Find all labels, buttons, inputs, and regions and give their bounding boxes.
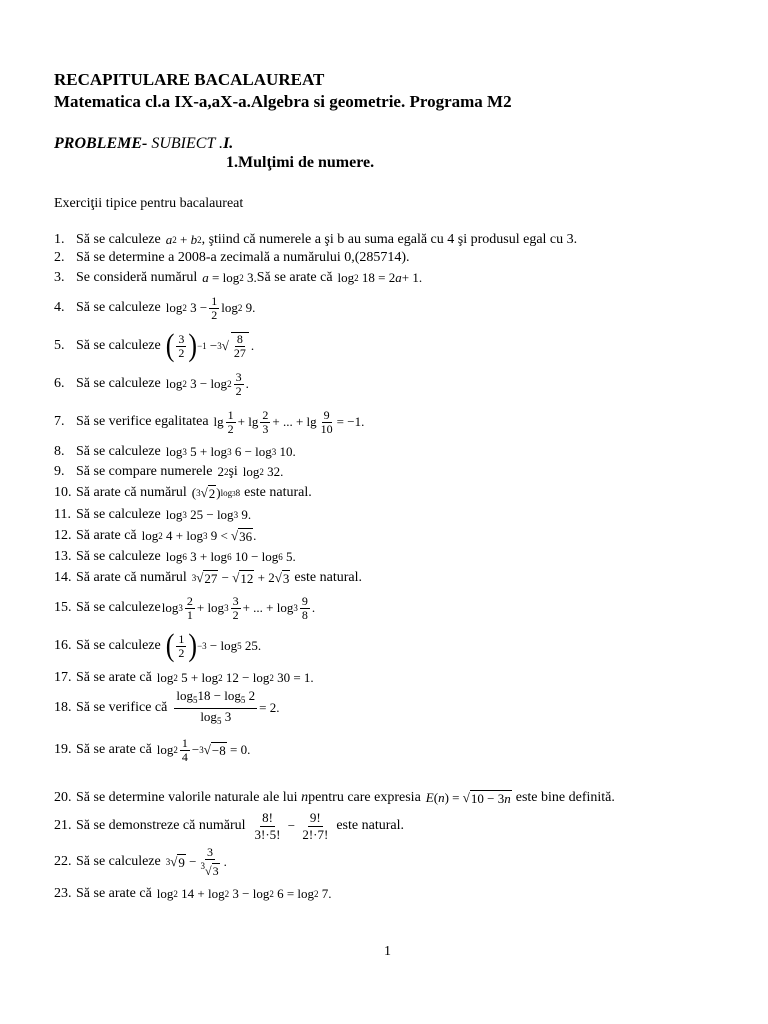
- exercise-number: 18.: [54, 700, 72, 715]
- exercise-text-mid: şi: [228, 464, 238, 479]
- exercise-1: [54, 230, 577, 250]
- exercise-20: [54, 788, 615, 808]
- exercise-number: 2.: [54, 250, 65, 265]
- exercise-text: Să se verifice egalitatea: [76, 414, 209, 429]
- exercise-number: 23.: [54, 886, 72, 901]
- formula: 2 2: [217, 464, 229, 479]
- exercise-text: Să arate că numărul: [76, 485, 187, 500]
- title-line-2: Matematica cl.a IX-a,aX-a.Algebra si geometrie. Programa M2: [54, 92, 512, 111]
- formula: 3 √ 27 − √ 12 + 2√ 3: [191, 570, 290, 586]
- exercise-number: 9.: [54, 464, 65, 479]
- exercise-4: [54, 293, 256, 322]
- exercise-number: 20.: [54, 790, 72, 805]
- exercise-13: [54, 547, 296, 567]
- exercise-number: 10.: [54, 485, 72, 500]
- exercise-text: Să se calculeze: [76, 549, 161, 564]
- exercise-22: [54, 845, 227, 878]
- formula: log 2 3 − log 2 $\frac{3}{2}$ .: [165, 369, 249, 398]
- exercise-3: [54, 268, 422, 288]
- exercise-number: 7.: [54, 414, 65, 429]
- exercise-text: Să se determine valorile naturale ale lui: [76, 790, 298, 805]
- formula: log 2 32.: [242, 464, 284, 479]
- exercise-2: [54, 248, 410, 268]
- exercise-text: Să se calculeze: [76, 638, 161, 653]
- exercise-text: Să se calculeze: [76, 507, 161, 522]
- chapter-heading: 1.Mulţimi de numere.: [226, 154, 375, 171]
- exercise-text-after: este natural.: [294, 570, 362, 585]
- exercise-12: [54, 526, 256, 546]
- formula: $\frac{8!}{3!\cdot 5!}$ − $\frac{9!}{2!\cdot 7!}$: [254, 809, 329, 842]
- page-number: 1: [384, 944, 391, 959]
- exercise-number: 16.: [54, 638, 72, 653]
- formula: ( 3 √ 2 ) log38: [191, 485, 241, 501]
- exercise-text: Să se demonstreze că numărul: [76, 818, 246, 833]
- exercise-8: [54, 442, 296, 462]
- formula: E ( n ) = √ 10 − 3n: [425, 790, 511, 806]
- formula: log 2 14 + log 2 3 − log 2 6 = log 2 7.: [156, 886, 332, 901]
- exercise-23: [54, 884, 332, 904]
- exercise-text-after: , ştiind că numerele a şi b au suma egală cu 4 şi produsul egal cu 3.: [201, 232, 578, 247]
- exercise-number: 19.: [54, 742, 72, 757]
- formula: 3 √ 9 − $\frac{3}{^3√3}$ .: [165, 845, 227, 878]
- exercise-15: [54, 593, 316, 622]
- formula: log 3 5 + log 3 6 − log 3 10.: [165, 444, 296, 459]
- exercise-number: 17.: [54, 670, 72, 685]
- exercise-text: Să arate că numărul: [76, 570, 187, 585]
- exercise-10: [54, 483, 312, 503]
- exercise-9: [54, 462, 283, 482]
- exercise-text: Să se calculeze: [76, 600, 161, 615]
- exercise-text: Să se calculeze: [76, 300, 161, 315]
- exercise-text: Să se calculeze: [76, 232, 161, 247]
- exercise-text-after: este natural.: [336, 818, 404, 833]
- title-line-1: RECAPITULARE BACALAUREAT: [54, 70, 325, 89]
- exercise-18: [54, 687, 280, 726]
- exercise-text: Să se arate că: [76, 886, 152, 901]
- exercise-text: Să se arate că: [76, 742, 152, 757]
- formula: log 2 $\frac{1}{4}$ − 3 √ −8 = 0.: [156, 735, 251, 764]
- exercise-14: [54, 568, 362, 588]
- exercise-text: Să se arate că: [76, 670, 152, 685]
- intro-text: Exerciţii tipice pentru bacalaureat: [54, 196, 244, 211]
- formula: lg $\frac{1}{2}$ + lg $\frac{2}{3}$ + ... + lg $\frac{9}{10}$ = −1.: [213, 407, 365, 436]
- exercise-11: [54, 505, 251, 525]
- formula: a = log 2 3.: [202, 270, 257, 285]
- formula: $\frac{\log_518 - \log_5 2}{\log_5 3}$ = 2.: [176, 687, 280, 726]
- exercise-text-mid: pentru care expresia: [308, 790, 421, 805]
- exercise-number: 21.: [54, 818, 72, 833]
- exercise-text: Se consideră numărul: [76, 270, 198, 285]
- exercise-text: Să se verifice că: [76, 700, 168, 715]
- exercise-7: [54, 407, 365, 436]
- exercise-text: Să se calculeze: [76, 444, 161, 459]
- exercise-number: 22.: [54, 854, 72, 869]
- formula: log 2 4 + log 3 9 < √ 36 .: [141, 528, 257, 544]
- exercise-text: Să se calculeze: [76, 854, 161, 869]
- exercise-number: 6.: [54, 376, 65, 391]
- exercise-number: 12.: [54, 528, 72, 543]
- exercise-text: Să se compare numerele: [76, 464, 213, 479]
- exercise-text-mid: Să se arate că: [256, 270, 333, 285]
- section-heading-a: PROBLEME-: [54, 135, 148, 152]
- formula: log 3 25 − log 3 9.: [165, 507, 252, 522]
- formula: log 6 3 + log 6 10 − log 6 5.: [165, 549, 296, 564]
- formula: a 2 + b 2: [165, 232, 202, 247]
- exercise-number: 11.: [54, 507, 71, 522]
- exercise-text: Să se calculeze: [76, 376, 161, 391]
- exercise-text: Să se calculeze: [76, 338, 161, 353]
- section-heading-b: SUBIECT .: [147, 135, 224, 152]
- exercise-text-after: este natural.: [244, 485, 312, 500]
- formula: ( $\frac{3}{2}$ ) −1 − 3 √ $\frac{8}{27}$ .: [165, 328, 255, 363]
- exercise-number: 3.: [54, 270, 65, 285]
- formula: log 2 5 + log 2 12 − log 2 30 = 1.: [156, 670, 314, 685]
- exercise-text: Să se determine a 2008-a zecimală a numărului 0,(285714).: [76, 250, 410, 265]
- exercise-5: [54, 328, 255, 363]
- exercise-number: 1.: [54, 232, 65, 247]
- exercise-16: [54, 628, 262, 663]
- exercise-number: 13.: [54, 549, 72, 564]
- exercise-number: 8.: [54, 444, 65, 459]
- exercise-number: 4.: [54, 300, 65, 315]
- formula: log 3 $\frac{2}{1}$ + log 3 $\frac{3}{2}$ + ... + log 3 $\frac{9}{8}$ .: [161, 593, 316, 622]
- exercise-number: 15.: [54, 600, 72, 615]
- exercise-number: 5.: [54, 338, 65, 353]
- section-heading-c: I.: [223, 135, 234, 152]
- formula: ( $\frac{1}{2}$ ) −3 − log 5 25.: [165, 628, 262, 663]
- variable-n: n: [301, 790, 309, 805]
- exercise-21: [54, 809, 404, 842]
- formula: log 2 3 − $\frac{1}{2}$ log 2 9.: [165, 293, 256, 322]
- exercise-6: [54, 369, 249, 398]
- exercise-17: [54, 668, 314, 688]
- exercise-text-after: este bine definită.: [515, 790, 615, 805]
- exercise-text: Să arate că: [76, 528, 137, 543]
- exercise-19: [54, 735, 251, 764]
- section-heading: [54, 135, 233, 153]
- formula: log 2 18 = 2 a + 1.: [337, 270, 423, 285]
- exercise-number: 14.: [54, 570, 72, 585]
